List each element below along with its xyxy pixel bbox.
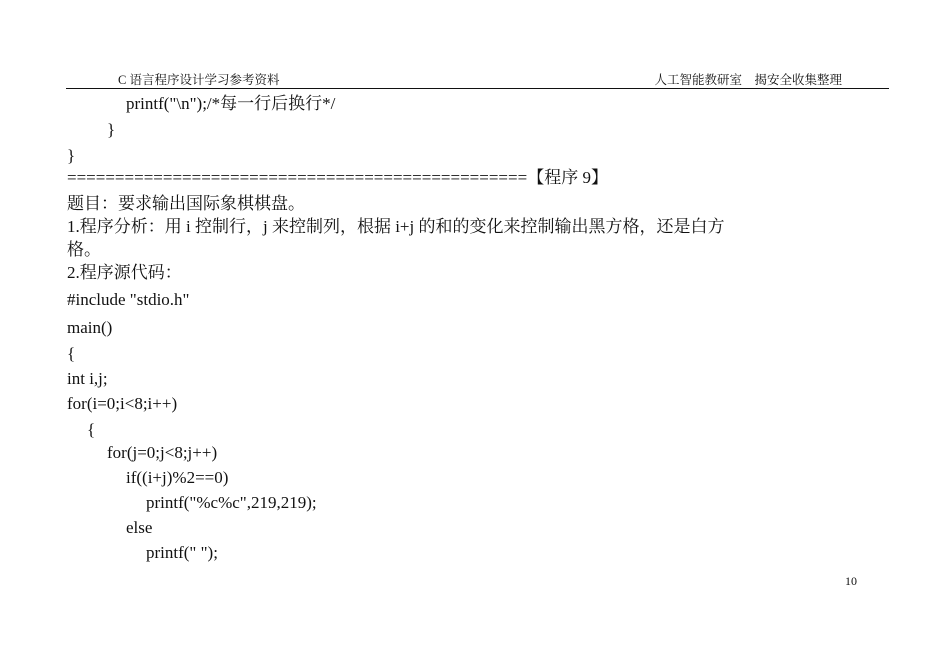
code-line: printf("%c%c",219,219);: [146, 493, 317, 512]
section-separator: ================================================【程序 9】: [67, 168, 608, 187]
code-line: #include "stdio.h": [67, 290, 190, 309]
code-line: for(i=0;i<8;i++): [67, 394, 178, 413]
problem-title: 题目：要求输出国际象棋棋盘。: [67, 194, 305, 213]
code-line: int i,j;: [67, 369, 108, 388]
code-line: else: [126, 518, 153, 537]
analysis-text-continued: 格。: [67, 240, 101, 259]
code-line: {: [67, 344, 76, 363]
code-line: main(): [67, 318, 113, 337]
running-header-title: C 语言程序设计学习参考资料: [118, 73, 280, 87]
code-line: }: [67, 146, 76, 165]
running-header-author: 人工智能教研室 揭安全收集整理: [654, 73, 842, 87]
code-line: if((i+j)%2==0): [126, 468, 229, 487]
code-line: {: [87, 420, 96, 439]
source-code-heading: 2.程序源代码：: [67, 263, 182, 282]
page-number: 10: [845, 574, 857, 588]
code-line: for(j=0;j<8;j++): [107, 443, 218, 462]
analysis-text: 1.程序分析：用 i 控制行，j 来控制列，根据 i+j 的和的变化来控制输出黑方格，还是白方: [67, 217, 725, 236]
code-line: }: [107, 120, 116, 139]
code-line: printf("\n");/*每一行后换行*/: [126, 94, 336, 113]
code-line: printf(" ");: [146, 543, 218, 562]
header-divider: [66, 88, 889, 89]
